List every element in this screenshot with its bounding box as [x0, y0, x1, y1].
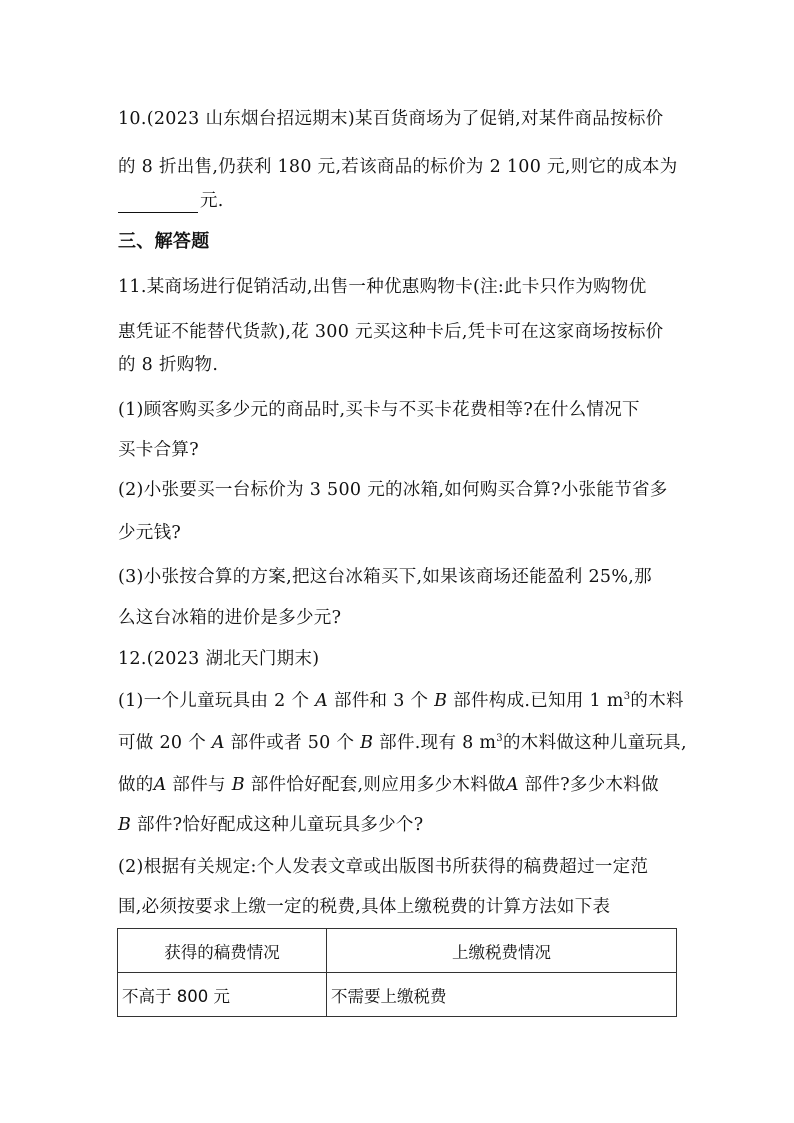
text-run: 的木料做这种儿童玩具,	[502, 733, 687, 753]
q11-line-3: 的 8 折购物.	[118, 355, 219, 375]
q10-line-2: 的 8 折出售,仍获利 180 元,若该商品的标价为 2 100 元,则它的成本为	[118, 157, 678, 177]
q11-line-1: 11.某商场进行促销活动,出售一种优惠购物卡(注:此卡只作为购物优	[118, 277, 647, 297]
var-a: A	[153, 775, 167, 795]
q12-title: 12.(2023 湖北天门期末)	[118, 649, 320, 669]
q11-part1-line-1: (1)顾客购买多少元的商品时,买卡与不买卡花费相等?在什么情况下	[118, 400, 640, 420]
var-b: B	[118, 815, 132, 835]
var-b: B	[231, 775, 245, 795]
text-run: (1)一个儿童玩具由 2 个	[118, 691, 316, 711]
table-header-row	[118, 929, 677, 973]
table-cell: 不高于 800 元	[118, 973, 327, 1017]
exponent: 3	[496, 733, 503, 745]
text-run: 部件恰好配套,则应用多少木料做	[244, 775, 506, 795]
q11-line-2: 惠凭证不能替代货款),花 300 元买这种卡后,凭卡可在这家商场按标价	[118, 322, 664, 342]
q10-line-3	[118, 189, 224, 213]
var-b: B	[434, 691, 448, 711]
q11-part2-line-2: 少元钱?	[118, 523, 182, 543]
q11-part2-line-1: (2)小张要买一台标价为 3 500 元的冰箱,如何购买合算?小张能节省多	[118, 480, 668, 500]
var-a: A	[505, 775, 519, 795]
q12-part2-line-1: (2)根据有关规定:个人发表文章或出版图书所获得的稿费超过一定范	[118, 857, 649, 877]
answer-blank	[118, 194, 198, 213]
exponent: 3	[623, 691, 631, 703]
q10-blank-suffix: 元.	[200, 191, 224, 211]
q12-part1-line-1	[118, 689, 684, 713]
text-run: 可做 20 个	[118, 733, 212, 753]
text-run: 部件与	[166, 775, 232, 795]
q11-part1-line-2: 买卡合算?	[118, 440, 199, 460]
q12-part2-line-2: 围,必须按要求上缴一定的税费,具体上缴税费的计算方法如下表	[118, 897, 611, 917]
section-title: 三、解答题	[118, 231, 210, 252]
var-a: A	[315, 691, 329, 711]
text-run: 做的	[118, 775, 154, 795]
tax-table	[117, 928, 677, 1017]
q12-part1-line-4	[118, 813, 423, 837]
table-cell: 不需要上缴税费	[327, 973, 677, 1017]
q10-line-1: 10.(2023 山东烟台招远期末)某百货商场为了促销,对某件商品按标价	[118, 109, 664, 129]
text-run: 部件.现有 8 m	[373, 733, 497, 753]
table-row	[118, 973, 677, 1017]
q11-part3-line-2: 么这台冰箱的进价是多少元?	[118, 608, 342, 628]
q12-part1-line-2	[118, 731, 687, 755]
text-run: 部件?多少木料做	[518, 775, 659, 795]
table-header-cell: 获得的稿费情况	[118, 929, 327, 973]
text-run: 部件构成.已知用 1 m	[447, 691, 624, 711]
q12-part1-line-3	[118, 773, 659, 797]
text-run: 部件或者 50 个	[224, 733, 361, 753]
q11-part3-line-1: (3)小张按合算的方案,把这台冰箱买下,如果该商场还能盈利 25%,那	[118, 567, 652, 587]
var-b: B	[360, 733, 374, 753]
text-run: 部件?恰好配成这种儿童玩具多少个?	[131, 815, 424, 835]
table-header-cell: 上缴税费情况	[327, 929, 677, 973]
var-a: A	[211, 733, 225, 753]
text-run: 的木料	[630, 691, 684, 711]
text-run: 部件和 3 个	[328, 691, 435, 711]
